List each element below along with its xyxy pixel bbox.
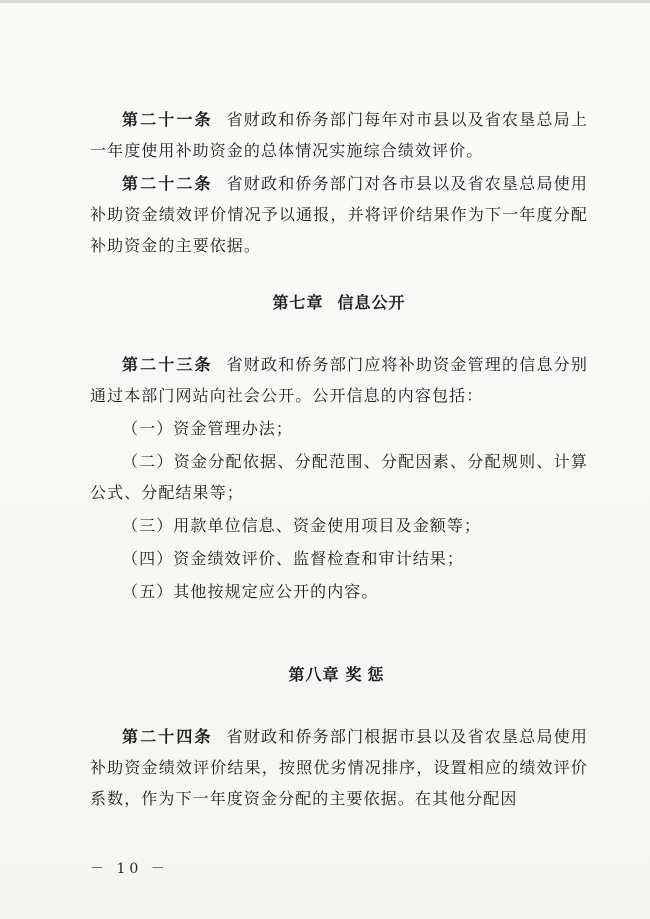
article-23-number: 第二十三条 (122, 355, 213, 374)
article-24-text: 省财政和侨务部门根据市县以及省农垦总局使用补助资金绩效评价结果，按照优劣情况排序，设置相应的绩效评价系数，作为下一年度资金分配的主要依据。在其他分配因 (90, 727, 588, 808)
article-24 (90, 721, 588, 814)
chapter-7-number: 第七章 (272, 293, 324, 312)
chapter-7-heading (90, 287, 588, 318)
article-22-text: 省财政和侨务部门对各市县以及省农垦总局使用补助资金绩效评价情况予以通报，并将评价结果作为下一年度分配补助资金的主要依据。 (90, 174, 588, 255)
article-24-number: 第二十四条 (122, 727, 213, 746)
list-item: （五）其他按规定应公开的内容。 (122, 582, 379, 601)
chapter-8-number: 第八章 (288, 665, 340, 684)
article-21 (90, 104, 588, 166)
article-23 (90, 349, 588, 411)
document-body (90, 104, 588, 816)
list-item: （三）用款单位信息、资金使用项目及金额等； (122, 516, 482, 535)
article-21-number: 第二十一条 (122, 110, 213, 129)
chapter-7-title: 信息公开 (337, 293, 406, 312)
list-item: （一）资金管理办法； (122, 419, 294, 438)
page-number: － 10 － (90, 861, 169, 877)
list-item: （四）资金绩效评价、监督检查和审计结果； (122, 549, 465, 568)
chapter-8-title: 奖惩 (345, 665, 390, 684)
list-item: （二）资金分配依据、分配范围、分配因素、分配规则、计算公式、分配结果等； (90, 452, 588, 502)
article-21-text: 省财政和侨务部门每年对市县以及省农垦总局上一年度使用补助资金的总体情况实施综合绩效评价。 (90, 110, 588, 160)
chapter-8-heading (90, 659, 588, 690)
article-22-number: 第二十二条 (122, 174, 213, 193)
page-top-edge (0, 0, 650, 3)
article-22 (90, 168, 588, 261)
article-23-text: 省财政和侨务部门应将补助资金管理的信息分别通过本部门网站向社会公开。公开信息的内容包括： (90, 355, 588, 405)
